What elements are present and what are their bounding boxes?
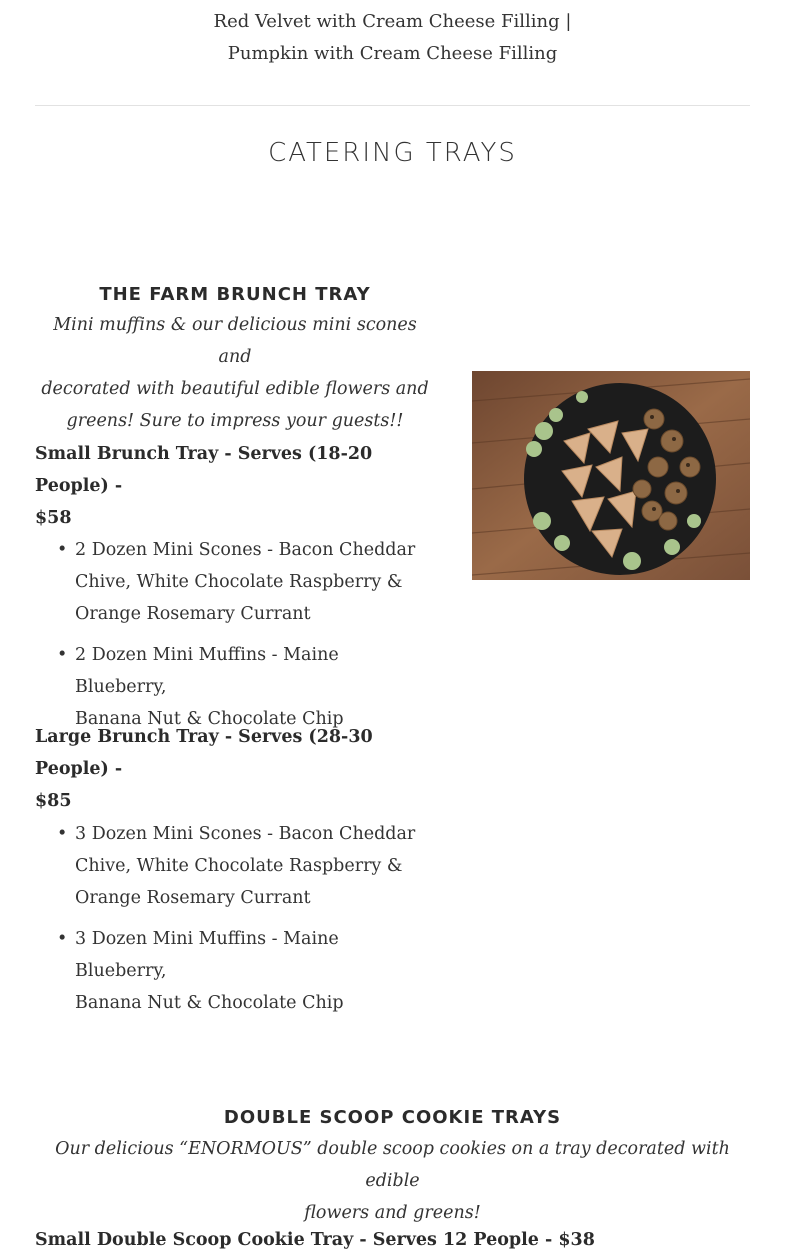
list-item: • 2 Dozen Mini Scones - Bacon Cheddar Chive, White Chocolate Raspberry & Orange Rosemary Currant	[35, 534, 435, 630]
list-item: • 3 Dozen Mini Muffins - Maine Blueberry, Banana Nut & Chocolate Chip	[35, 923, 435, 1019]
small-cookie-tier: Small Double Scoop Cookie Tray - Serves 12 People - $38	[35, 1230, 595, 1250]
cookie-tray-title: DOUBLE SCOOP COOKIE TRAYS	[223, 1107, 562, 1128]
list-item: • 3 Dozen Mini Scones - Bacon Cheddar Chive, White Chocolate Raspberry & Orange Rosemary Currant	[35, 818, 435, 914]
list-item: • 2 Dozen Mini Muffins - Maine Blueberry, Banana Nut & Chocolate Chip	[35, 639, 435, 735]
brunch-desc-line: greens! Sure to impress your guests!!	[66, 411, 404, 431]
tier-line: Large Brunch Tray - Serves (28-30 People) -	[35, 727, 373, 779]
brunch-tray-photo	[472, 371, 750, 580]
large-brunch-tier	[35, 721, 435, 817]
brunch-desc-line: Mini muffins & our delicious mini scones and	[53, 315, 417, 367]
large-brunch-items	[35, 818, 435, 1028]
flavor-line-red-velvet: Red Velvet with Cream Cheese Filling |	[213, 11, 572, 32]
section-title-catering-trays: CATERING TRAYS	[268, 138, 517, 168]
cookie-desc-line: Our delicious “ENORMOUS” double scoop cookies on a tray decorated with edible	[55, 1139, 730, 1191]
small-brunch-tier	[35, 438, 435, 534]
tier-price: $85	[35, 791, 72, 811]
tier-line: Small Brunch Tray - Serves (18-20 People) -	[35, 444, 373, 496]
flavor-line-pumpkin: Pumpkin with Cream Cheese Filling	[227, 43, 558, 64]
brunch-tray-title: THE FARM BRUNCH TRAY	[99, 284, 371, 305]
brunch-tray-block	[35, 284, 435, 437]
section-divider	[35, 105, 750, 106]
small-brunch-items	[35, 534, 435, 744]
cookie-tray-description	[35, 1133, 750, 1229]
tier-price: $58	[35, 508, 72, 528]
cookie-desc-line: flowers and greens!	[304, 1203, 481, 1223]
brunch-desc-line: decorated with beautiful edible flowers and	[41, 379, 429, 399]
brunch-tray-description	[35, 309, 435, 437]
